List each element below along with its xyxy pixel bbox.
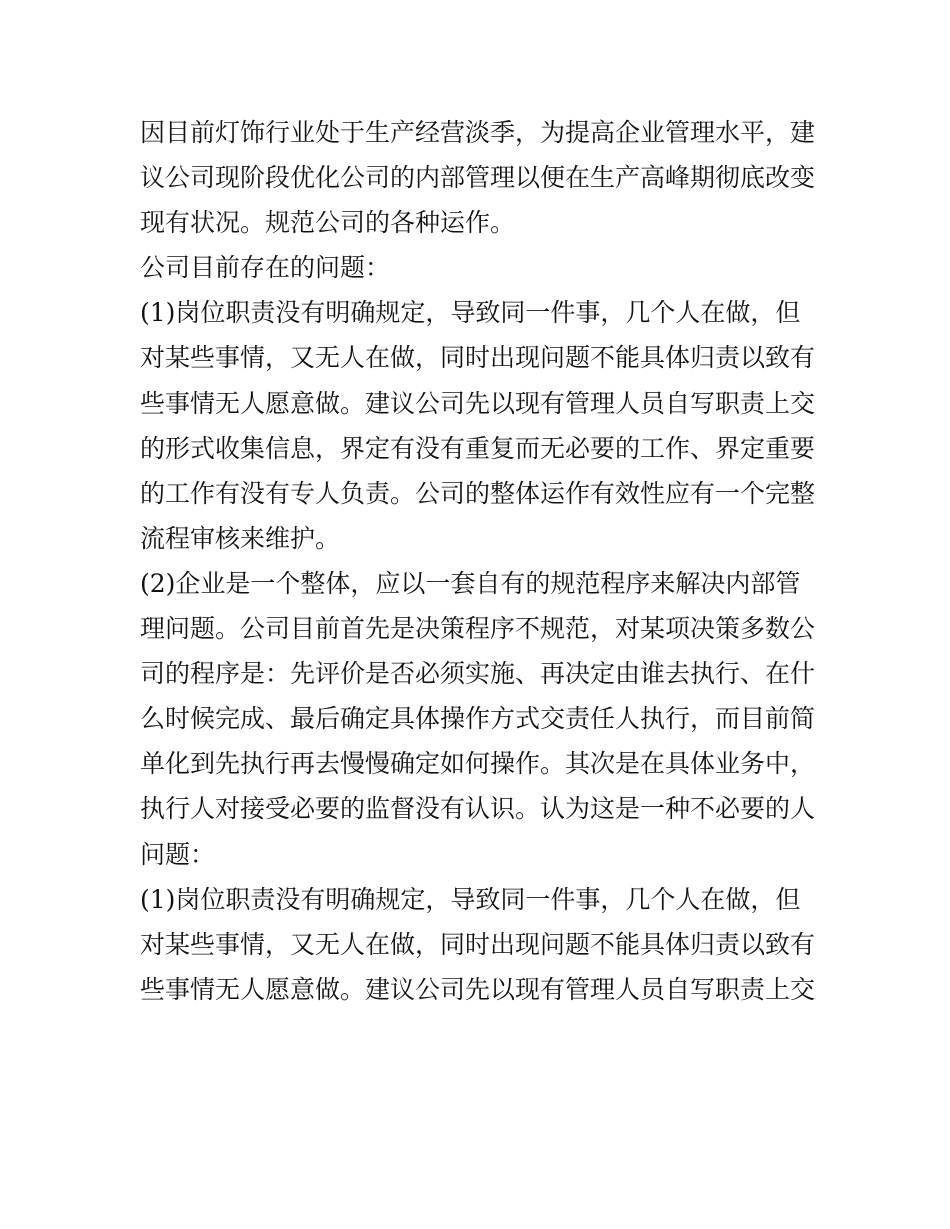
- text-line: 对某些事情，又无人在做，同时出现问题不能具体归责以致有: [140, 343, 816, 373]
- text-line: 因目前灯饰行业处于生产经营淡季，为提高企业管理水平，建: [140, 118, 816, 147]
- text-line: 单化到先执行再去慢慢确定如何操作。其次是在具体业务中，: [140, 749, 816, 779]
- text-line: 的形式收集信息，界定有没有重复而无必要的工作、界定重要: [140, 433, 816, 463]
- text-line: 的工作有没有专人负责。公司的整体运作有效性应有一个完整: [140, 478, 816, 508]
- section-heading: 问题：: [140, 839, 216, 869]
- text-line: 对某些事情，又无人在做，同时出现问题不能具体归责以致有: [140, 929, 816, 959]
- text-line: (1)岗位职责没有明确规定，导致同一件事，几个人在做，但: [140, 298, 801, 328]
- text-line: 流程审核来维护。: [140, 523, 341, 553]
- text-line: 议公司现阶段优化公司的内部管理以便在生产高峰期彻底改变: [140, 163, 816, 193]
- text-line: 些事情无人愿意做。建议公司先以现有管理人员自写职责上交: [140, 974, 816, 1004]
- text-line: (2)企业是一个整体，应以一套自有的规范程序来解决内部管: [140, 568, 801, 598]
- section-heading: 公司目前存在的问题：: [140, 253, 391, 283]
- text-line: 些事情无人愿意做。建议公司先以现有管理人员自写职责上交: [140, 388, 816, 418]
- text-line: 现有状况。规范公司的各种运作。: [140, 208, 516, 238]
- text-line: 司的程序是：先评价是否必须实施、再决定由谁去执行、在什: [140, 659, 816, 689]
- document-body: [140, 110, 820, 1012]
- text-line: 理问题。公司目前首先是决策程序不规范，对某项决策多数公: [140, 614, 816, 644]
- text-line: (1)岗位职责没有明确规定，导致同一件事，几个人在做，但: [140, 884, 801, 914]
- text-line: 执行人对接受必要的监督没有认识。认为这是一种不必要的人: [140, 794, 816, 824]
- text-line: 么时候完成、最后确定具体操作方式交责任人执行，而目前简: [140, 704, 816, 734]
